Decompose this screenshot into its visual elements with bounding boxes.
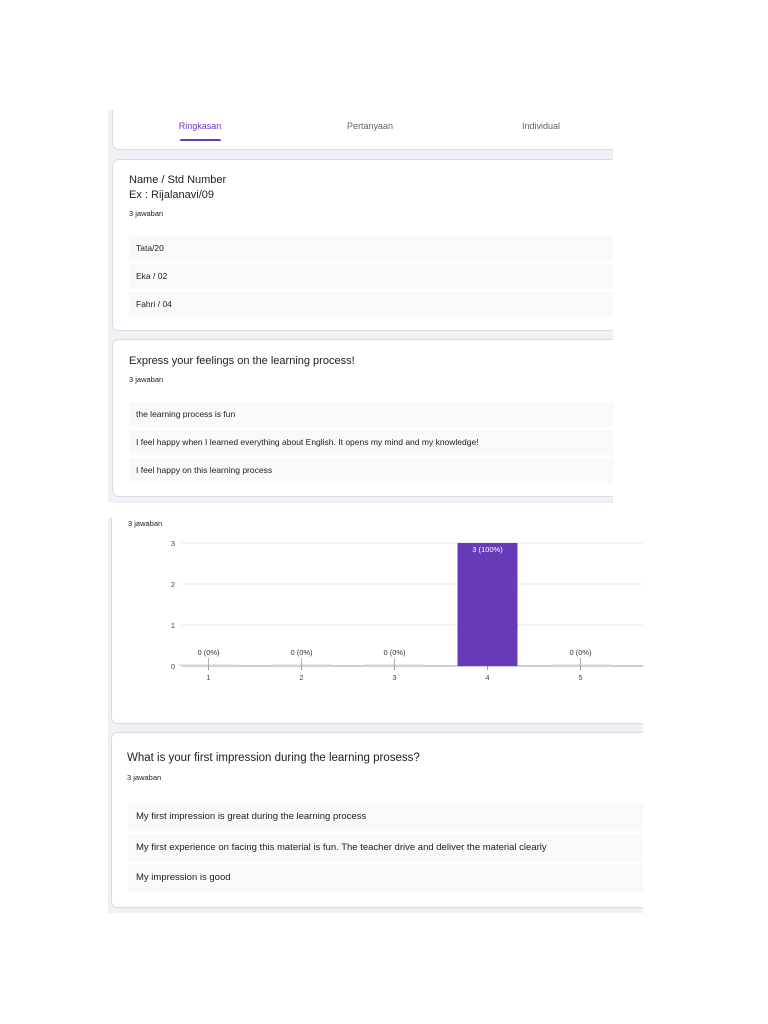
summary-screenshot-top xyxy=(108,110,613,503)
active-tab-indicator xyxy=(180,139,221,141)
question-title: Express your feelings on the learning process! xyxy=(129,355,355,367)
answer-item: My impression is good xyxy=(128,864,643,892)
y-tick-label: 3 xyxy=(170,539,175,548)
answer-item: I feel happy on this learning process xyxy=(129,458,613,483)
response-count: 3 jawaban xyxy=(129,209,164,218)
data-label: 3 (100%) xyxy=(472,545,503,554)
question-card-name xyxy=(112,159,613,331)
question-title xyxy=(129,173,226,203)
answer-item: Tata/20 xyxy=(129,236,613,261)
x-tick-label: 3 xyxy=(392,673,397,682)
x-tick-label: 2 xyxy=(299,673,304,682)
x-tick-label: 5 xyxy=(578,673,583,682)
summary-screenshot-bottom xyxy=(108,518,643,913)
y-tick-label: 0 xyxy=(170,662,175,671)
answer-item: My first experience on facing this material is fun. The teacher drive and deliver the material clearly xyxy=(128,834,643,862)
tab-bar xyxy=(112,110,613,150)
tab-individual[interactable]: Individual xyxy=(521,121,561,131)
answer-item: My first impression is great during the learning process xyxy=(128,803,643,831)
y-tick-label: 1 xyxy=(170,621,175,630)
answer-item: Eka / 02 xyxy=(129,264,613,289)
question-card-rating xyxy=(111,518,643,724)
response-count: 3 jawaban xyxy=(129,375,164,384)
answer-item: the learning process is fun xyxy=(129,402,613,427)
question-title: What is your first impression during the learning prosess? xyxy=(127,752,420,764)
y-tick-label: 2 xyxy=(170,580,175,589)
answer-item: Fahri / 04 xyxy=(129,292,613,317)
question-card-impression xyxy=(111,732,643,908)
data-label: 0 (0%) xyxy=(383,648,406,657)
question-title-line1: Name / Std Number xyxy=(129,174,227,186)
answer-item: I feel happy when I learned everything about English. It opens my mind and my knowledge! xyxy=(129,430,613,455)
question-title-line2: Ex : Rijalanavi/09 xyxy=(129,189,214,201)
tab-ringkasan[interactable]: Ringkasan xyxy=(178,121,222,131)
x-tick-label: 4 xyxy=(485,673,490,682)
tab-pertanyaan[interactable]: Pertanyaan xyxy=(346,121,394,131)
response-count: 3 jawaban xyxy=(127,773,162,782)
x-tick-label: 1 xyxy=(206,673,211,682)
data-label: 0 (0%) xyxy=(197,648,220,657)
response-count: 3 jawaban xyxy=(128,519,163,528)
question-card-feelings xyxy=(112,339,613,497)
bar-chart xyxy=(112,537,643,707)
data-label: 0 (0%) xyxy=(290,648,313,657)
data-label: 0 (0%) xyxy=(569,648,592,657)
bar xyxy=(458,543,518,666)
